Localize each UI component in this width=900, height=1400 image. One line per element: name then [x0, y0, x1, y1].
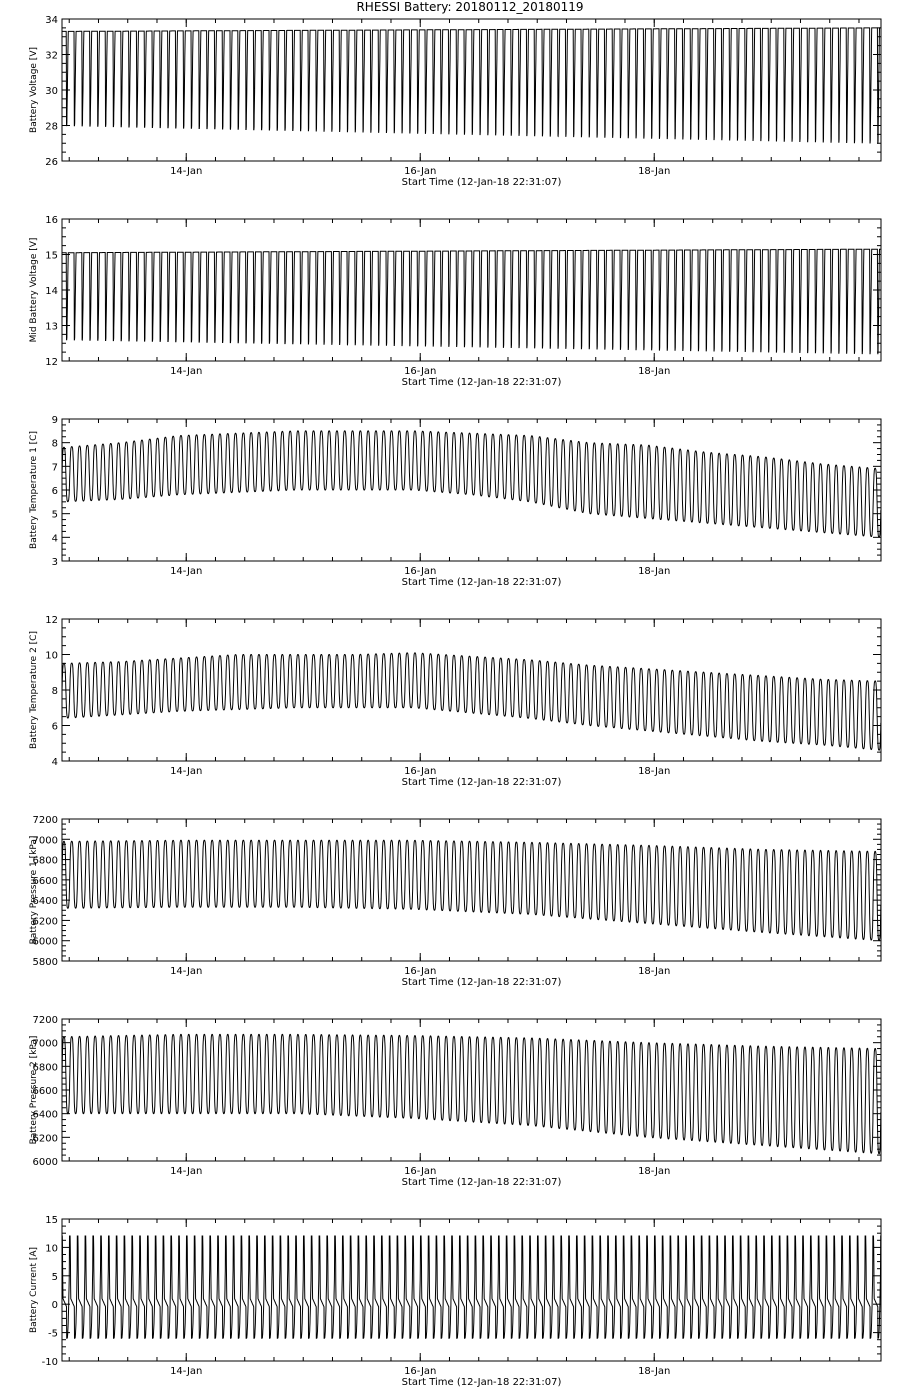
x-tick-label: 16-Jan — [404, 966, 437, 977]
chart-panel-2 — [29, 215, 881, 388]
x-tick-label: 18-Jan — [638, 566, 671, 577]
y-tick-label: 5 — [51, 509, 58, 521]
y-axis-label: Mid Battery Voltage [V] — [29, 237, 39, 343]
series-line — [62, 249, 881, 354]
x-axis-label: Start Time (12-Jan-18 22:31:07) — [401, 777, 562, 788]
y-tick-label: 6800 — [32, 855, 58, 867]
x-tick-label: 14-Jan — [170, 966, 203, 977]
x-tick-label: 14-Jan — [170, 566, 203, 577]
x-axis-label: Start Time (12-Jan-18 22:31:07) — [401, 977, 562, 988]
x-tick-label: 14-Jan — [170, 1366, 203, 1377]
x-tick-label: 18-Jan — [638, 1366, 671, 1377]
x-axis-label: Start Time (12-Jan-18 22:31:07) — [401, 1177, 562, 1188]
x-tick-label: 18-Jan — [638, 766, 671, 777]
x-tick-label: 18-Jan — [638, 1166, 671, 1177]
x-tick-label: 14-Jan — [170, 766, 203, 777]
x-axis-label: Start Time (12-Jan-18 22:31:07) — [401, 1377, 562, 1388]
chart-panel-5 — [29, 815, 881, 988]
y-tick-label: 7000 — [32, 1038, 58, 1050]
x-tick-label: 16-Jan — [404, 366, 437, 377]
y-tick-label: 5 — [51, 1271, 58, 1283]
y-tick-label: 6400 — [32, 896, 58, 908]
chart-panel-4 — [29, 615, 881, 788]
y-axis-label: Battery Temperature 1 [C] — [29, 431, 39, 549]
y-tick-label: 6000 — [32, 1157, 58, 1168]
plot-frame — [62, 1219, 881, 1361]
y-tick-label: -10 — [41, 1357, 58, 1368]
y-tick-label: 16 — [45, 215, 58, 226]
x-tick-label: 16-Jan — [404, 766, 437, 777]
y-tick-label: 6800 — [32, 1062, 58, 1074]
y-axis-label: Battery Temperature 2 [C] — [29, 631, 39, 749]
y-tick-label: 7200 — [32, 815, 58, 826]
y-tick-label: 15 — [45, 1215, 58, 1226]
x-tick-label: 18-Jan — [638, 966, 671, 977]
y-tick-label: -5 — [48, 1328, 58, 1340]
x-tick-label: 14-Jan — [170, 1166, 203, 1177]
y-tick-label: 28 — [45, 121, 58, 133]
chart-panel-7 — [29, 1215, 881, 1388]
y-tick-label: 15 — [45, 250, 58, 262]
x-tick-label: 18-Jan — [638, 366, 671, 377]
y-tick-label: 6600 — [32, 875, 58, 887]
y-tick-label: 8 — [51, 438, 58, 450]
y-tick-label: 6000 — [32, 936, 58, 948]
x-axis-label: Start Time (12-Jan-18 22:31:07) — [401, 377, 562, 388]
y-tick-label: 6400 — [32, 1109, 58, 1121]
x-tick-label: 16-Jan — [404, 1366, 437, 1377]
chart-panel-6 — [29, 1015, 881, 1188]
y-tick-label: 12 — [45, 615, 58, 626]
series-line — [62, 431, 881, 537]
y-tick-label: 4 — [51, 533, 58, 545]
series-line — [62, 840, 881, 940]
y-tick-label: 10 — [45, 650, 58, 662]
x-axis-label: Start Time (12-Jan-18 22:31:07) — [401, 177, 562, 188]
x-tick-label: 16-Jan — [404, 1166, 437, 1177]
y-tick-label: 6 — [51, 486, 58, 497]
y-tick-label: 10 — [45, 1243, 58, 1255]
y-tick-label: 6 — [51, 721, 58, 733]
y-tick-label: 7200 — [32, 1015, 58, 1026]
y-tick-label: 13 — [45, 321, 58, 333]
x-tick-label: 14-Jan — [170, 166, 203, 177]
y-tick-label: 30 — [45, 86, 58, 97]
y-axis-label: Battery Voltage [V] — [29, 47, 39, 133]
y-tick-label: 7 — [51, 462, 58, 474]
x-tick-label: 14-Jan — [170, 366, 203, 377]
series-line — [62, 1034, 881, 1153]
y-tick-label: 34 — [45, 15, 58, 26]
y-tick-label: 6200 — [32, 1133, 58, 1145]
y-tick-label: 6600 — [32, 1086, 58, 1097]
chart-panel-1 — [29, 15, 881, 188]
y-tick-label: 0 — [51, 1300, 58, 1312]
series-line — [62, 1236, 881, 1338]
x-tick-label: 18-Jan — [638, 166, 671, 177]
series-line — [62, 28, 881, 143]
x-axis-label: Start Time (12-Jan-18 22:31:07) — [401, 577, 562, 588]
y-tick-label: 3 — [51, 557, 58, 568]
y-tick-label: 12 — [45, 357, 58, 368]
y-tick-label: 9 — [51, 415, 58, 426]
y-tick-label: 4 — [51, 757, 58, 768]
y-tick-label: 7000 — [32, 835, 58, 847]
y-tick-label: 14 — [45, 286, 58, 297]
series-line — [62, 653, 881, 750]
x-tick-label: 16-Jan — [404, 566, 437, 577]
y-axis-label: Battery Pressure 2 [kPa] — [29, 1035, 39, 1145]
y-tick-label: 32 — [45, 50, 58, 62]
y-axis-label: Battery Pressure 1 [kPa] — [29, 835, 39, 945]
y-axis-label: Battery Current [A] — [29, 1246, 39, 1334]
plot-frame — [62, 419, 881, 561]
y-tick-label: 26 — [45, 157, 58, 168]
y-tick-label: 8 — [51, 686, 58, 697]
y-tick-label: 5800 — [32, 957, 58, 968]
y-tick-label: 6200 — [32, 916, 58, 928]
x-tick-label: 16-Jan — [404, 166, 437, 177]
figure-title: RHESSI Battery: 20180112_20180119 — [356, 0, 584, 14]
chart-panel-3 — [29, 415, 881, 588]
